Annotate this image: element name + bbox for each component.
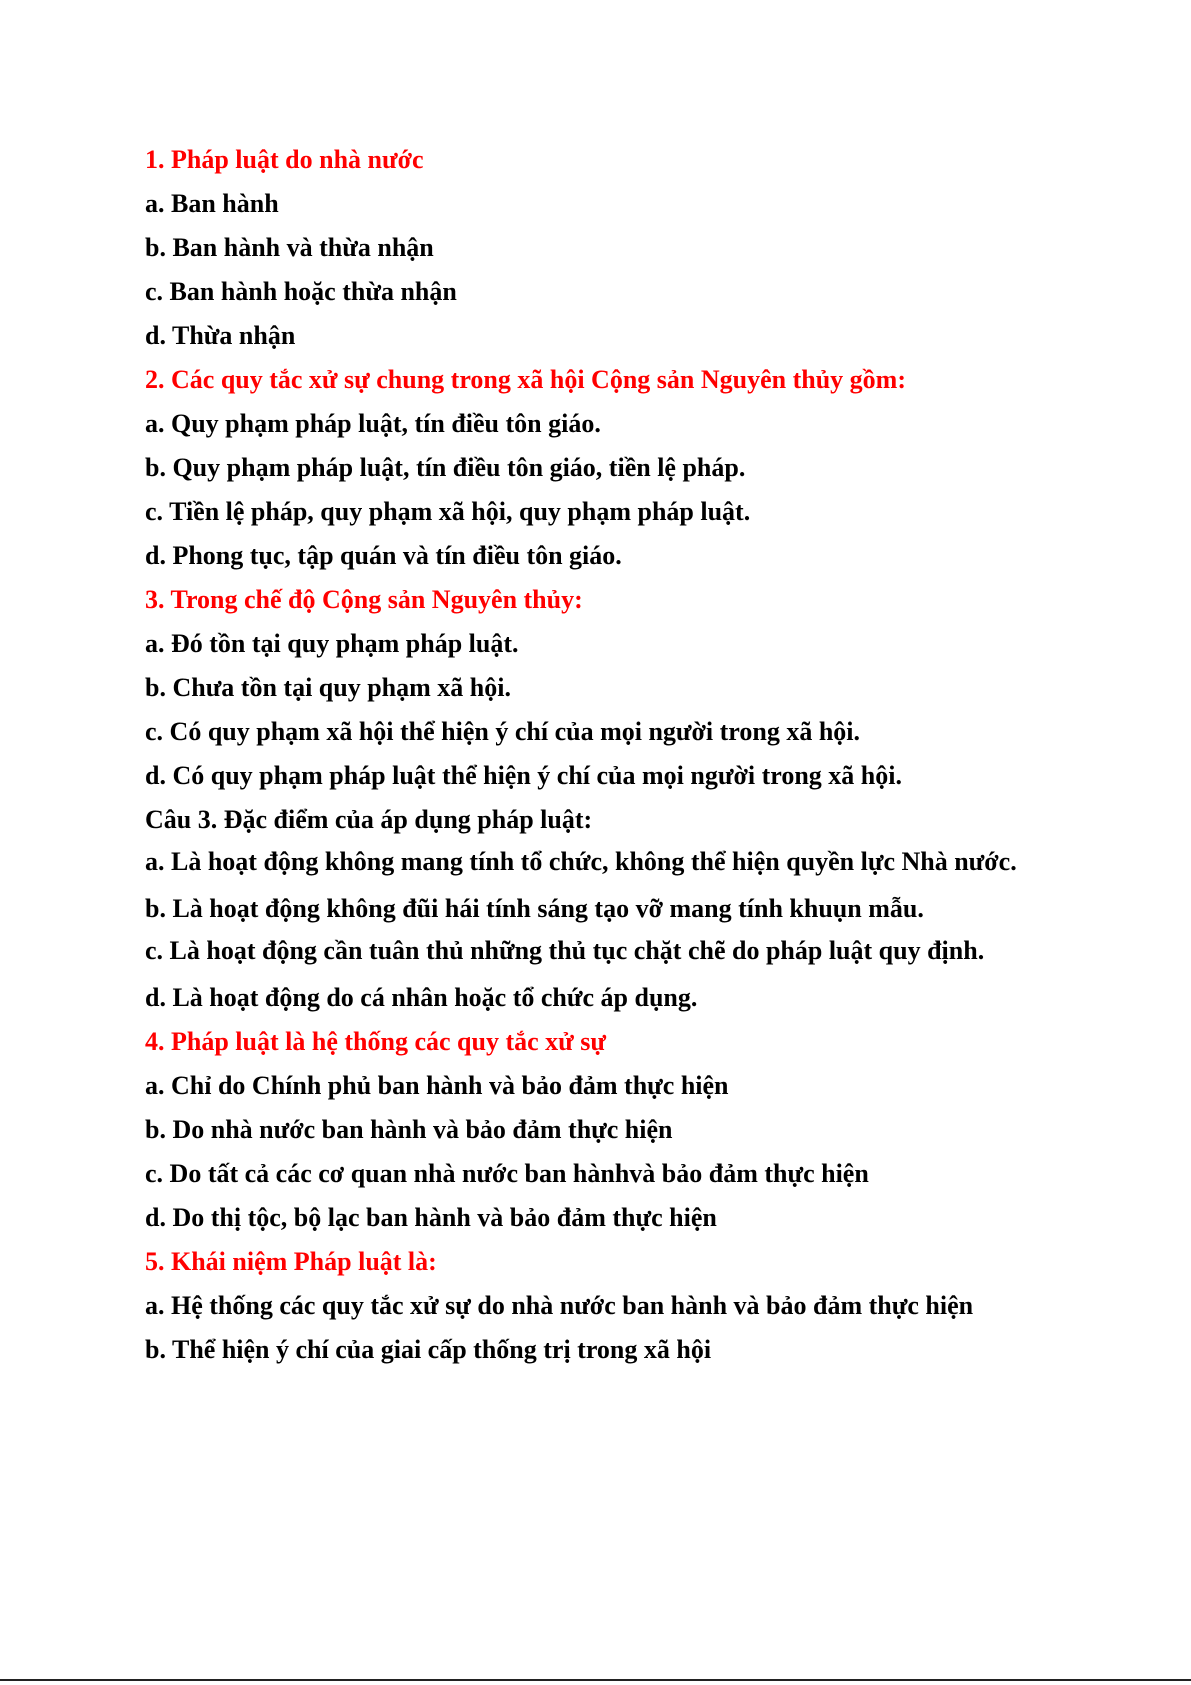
option-3b: b. Chưa tồn tại quy phạm xã hội. (145, 673, 511, 702)
option-2b: b. Quy phạm pháp luật, tín điều tôn giáo, tiền lệ pháp. (145, 453, 746, 482)
option-cau3a: a. Là hoạt động không mang tính tổ chức, không thể hiện quyền lực Nhà nước. (145, 847, 1017, 876)
question-3: 3. Trong chế độ Cộng sản Nguyên thủy: (145, 585, 583, 614)
option-2a: a. Quy phạm pháp luật, tín điều tôn giáo. (145, 409, 601, 438)
question-2: 2. Các quy tắc xử sự chung trong xã hội Cộng sản Nguyên thủy gồm: (145, 365, 906, 394)
option-2d: d. Phong tục, tập quán và tín điều tôn giáo. (145, 541, 622, 570)
question-5: 5. Khái niệm Pháp luật là: (145, 1247, 437, 1276)
option-1b: b. Ban hành và thừa nhận (145, 233, 434, 262)
option-1a: a. Ban hành (145, 189, 279, 218)
option-4c: c. Do tất cả các cơ quan nhà nước ban hànhvà bảo đảm thực hiện (145, 1159, 869, 1188)
question-cau-3: Câu 3. Đặc điểm của áp dụng pháp luật: (145, 805, 593, 834)
question-1: 1. Pháp luật do nhà nước (145, 145, 424, 174)
option-3a: a. Đó tồn tại quy phạm pháp luật. (145, 629, 519, 658)
option-3c: c. Có quy phạm xã hội thể hiện ý chí của mọi người trong xã hội. (145, 717, 860, 746)
option-1d: d. Thừa nhận (145, 321, 296, 350)
option-cau3c: c. Là hoạt động cần tuân thủ những thủ tục chặt chẽ do pháp luật quy định. (145, 936, 985, 965)
option-4b: b. Do nhà nước ban hành và bảo đảm thực hiện (145, 1115, 673, 1144)
question-4: 4. Pháp luật là hệ thống các quy tắc xử sự (145, 1027, 606, 1056)
quiz-content (145, 138, 1045, 1372)
option-5b: b. Thể hiện ý chí của giai cấp thống trị trong xã hội (145, 1335, 712, 1364)
option-4d: d. Do thị tộc, bộ lạc ban hành và bảo đảm thực hiện (145, 1203, 717, 1232)
page-bottom-rule (0, 1679, 1191, 1681)
option-3d: d. Có quy phạm pháp luật thể hiện ý chí của mọi người trong xã hội. (145, 761, 902, 790)
option-cau3b: b. Là hoạt động không đũi hái tính sáng tạo vỡ mang tính khuụn mẫu. (145, 894, 924, 923)
option-5a: a. Hệ thống các quy tắc xử sự do nhà nước ban hành và bảo đảm thực hiện (145, 1291, 974, 1320)
option-4a: a. Chỉ do Chính phủ ban hành và bảo đảm thực hiện (145, 1071, 729, 1100)
option-1c: c. Ban hành hoặc thừa nhận (145, 277, 457, 306)
option-2c: c. Tiền lệ pháp, quy phạm xã hội, quy phạm pháp luật. (145, 497, 751, 526)
option-cau3d: d. Là hoạt động do cá nhân hoặc tổ chức áp dụng. (145, 983, 698, 1012)
